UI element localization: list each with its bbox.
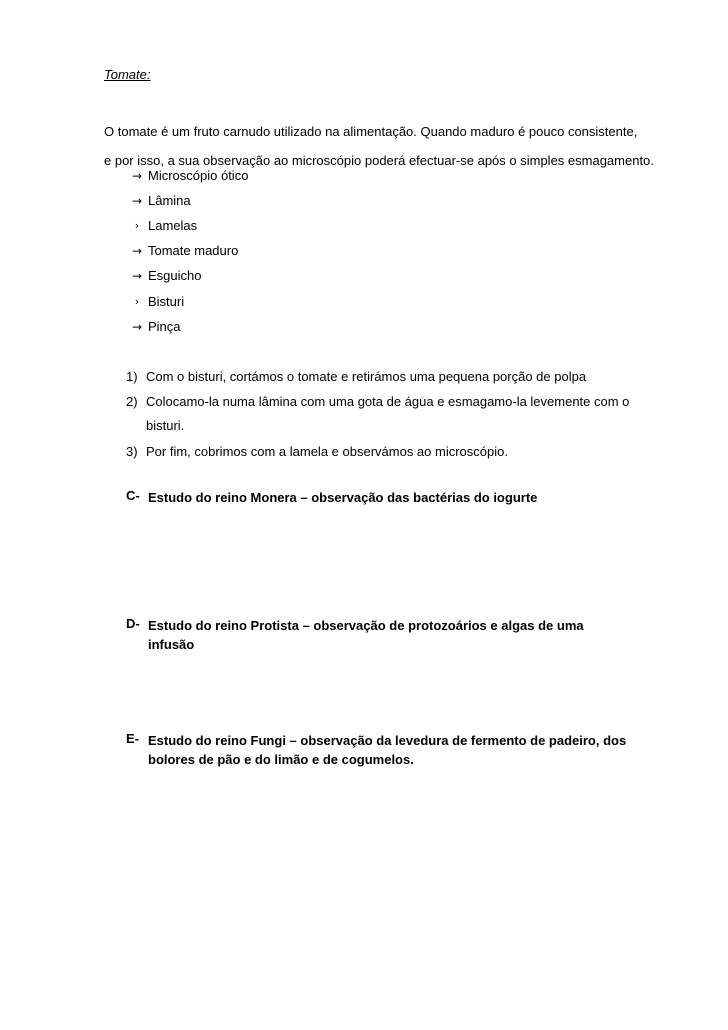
intro-line-1: O tomate é um fruto carnudo utilizado na alimentação. Quando maduro é pouco consistente,	[104, 124, 638, 139]
intro-paragraph	[104, 117, 654, 175]
section-letter: D-	[126, 616, 140, 631]
material-item	[128, 319, 181, 334]
material-item	[128, 193, 191, 208]
section-title: Estudo do reino Fungi – observação da levedura de fermento de padeiro, dos bolores de pão e do limão e de cogumelos.	[148, 733, 627, 767]
chevron-right-icon: ›	[134, 219, 140, 232]
step-number: 2)	[126, 394, 138, 409]
arrow-right-icon: →	[131, 268, 143, 283]
material-label: Lâmina	[148, 193, 191, 208]
material-label: Esguicho	[148, 268, 202, 283]
material-item	[128, 243, 238, 258]
arrow-right-icon: →	[131, 168, 143, 183]
arrow-right-icon: →	[131, 319, 143, 334]
section-heading-d	[126, 616, 628, 654]
step-number: 1)	[126, 369, 138, 384]
section-letter: C-	[126, 488, 140, 503]
step-number: 3)	[126, 444, 138, 459]
section-heading-c	[126, 488, 628, 507]
arrow-right-icon: →	[131, 193, 143, 208]
material-item	[128, 294, 184, 309]
chevron-right-icon: ›	[134, 295, 140, 308]
step-text-continuation: bisturi.	[146, 418, 185, 433]
section-title: Estudo do reino Monera – observação das bactérias do iogurte	[148, 490, 538, 505]
section-letter: E-	[126, 731, 139, 746]
material-label: Lamelas	[148, 218, 198, 233]
arrow-right-icon: →	[131, 243, 143, 258]
intro-line-2: e por isso, a sua observação ao microscópio poderá efectuar-se após o simples esmagamento.	[104, 153, 654, 168]
material-item	[128, 218, 197, 233]
material-label: Microscópio ótico	[148, 168, 249, 183]
section-heading: Tomate:	[104, 67, 151, 82]
procedure-step	[126, 394, 630, 409]
material-item	[128, 168, 248, 183]
procedure-step	[126, 444, 626, 459]
section-title: Estudo do reino Protista – observação de protozoários e algas de uma infusão	[148, 618, 584, 652]
material-label: Bisturi	[148, 294, 185, 309]
section-heading-e	[126, 731, 628, 769]
material-item	[128, 268, 201, 283]
material-label: Pinça	[148, 319, 181, 334]
step-text: Colocamo-la numa lâmina com uma gota de água e esmagamo-la levemente com o	[146, 394, 630, 409]
step-text: Por fim, cobrimos com a lamela e observámos ao microscópio.	[146, 444, 508, 459]
material-label: Tomate maduro	[148, 243, 239, 258]
procedure-step	[126, 369, 626, 384]
step-text: Com o bisturi, cortámos o tomate e retirámos uma pequena porção de polpa	[146, 369, 587, 384]
